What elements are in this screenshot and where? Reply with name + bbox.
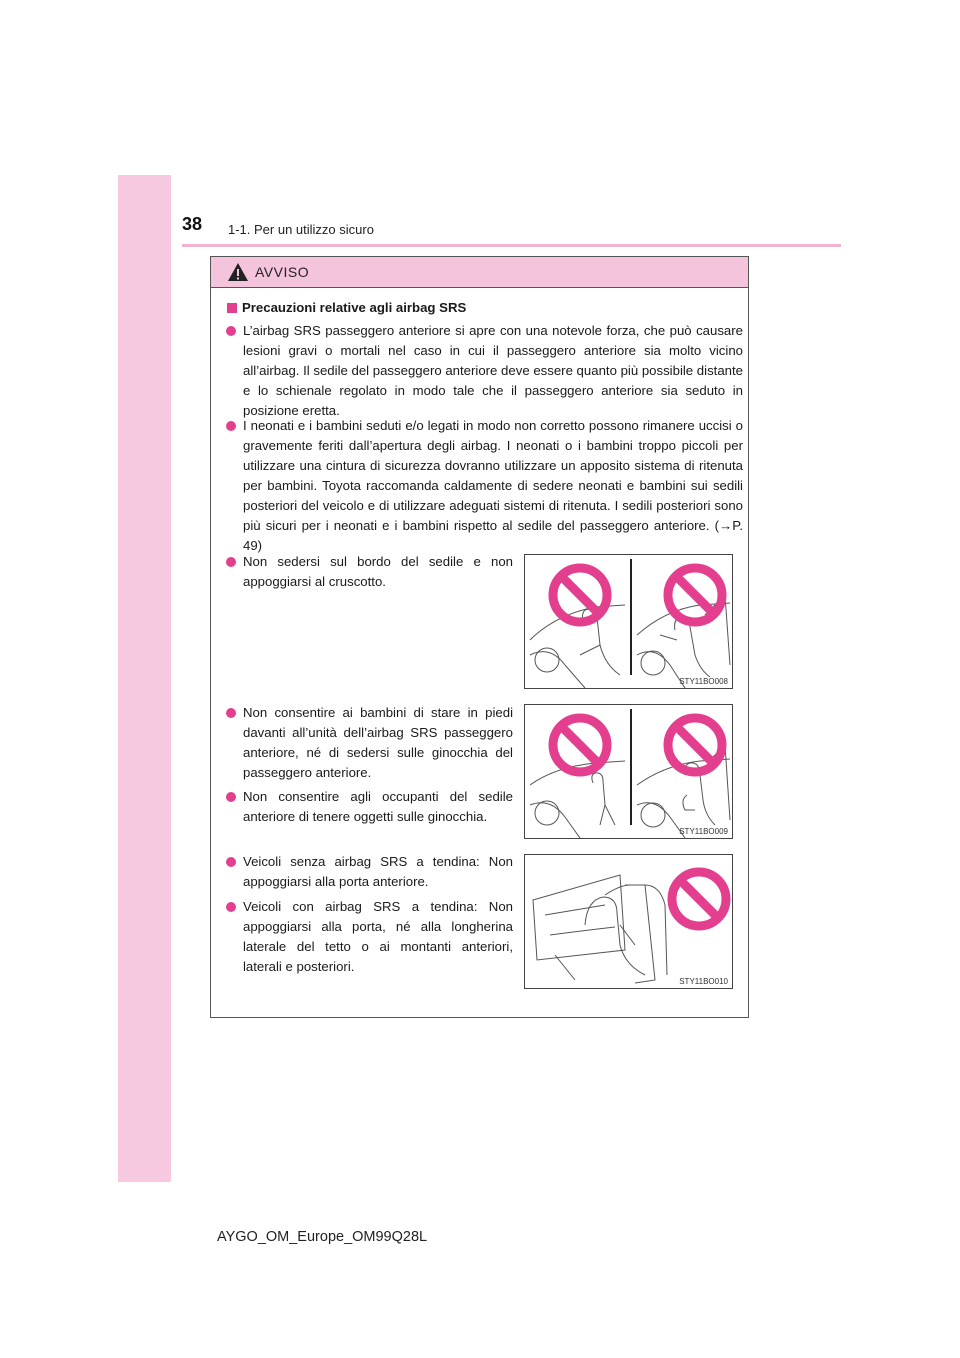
warning-heading — [227, 300, 466, 315]
bullet-item — [243, 787, 513, 827]
bullet-text: Veicoli senza airbag SRS a tendina: Non appoggiarsi alla porta anteriore. — [243, 854, 513, 889]
warning-heading-text: Precauzioni relative agli airbag SRS — [242, 300, 467, 315]
figure-code: STY11BO009 — [679, 827, 728, 836]
warning-header — [211, 257, 748, 288]
bullet-item — [243, 703, 513, 783]
bullet-dot-icon — [226, 857, 236, 867]
bullet-dot-icon — [226, 421, 236, 431]
prohibited-icon — [668, 568, 722, 622]
bullet-item — [243, 852, 513, 892]
prohibited-icon — [672, 872, 726, 926]
bullet-dot-icon — [226, 557, 236, 567]
bullet-item — [243, 416, 743, 556]
figure-seat-edge — [524, 554, 733, 689]
square-bullet-icon — [227, 303, 237, 313]
prohibited-icon — [553, 718, 607, 772]
bullet-text: Non sedersi sul bordo del sedile e non appoggiarsi al cruscotto. — [243, 554, 513, 589]
document-footer-id: AYGO_OM_Europe_OM99Q28L — [217, 1229, 428, 1245]
bullet-item — [243, 897, 513, 977]
bullet-text: Veicoli con airbag SRS a tendina: Non appoggiarsi alla porta, né alla longherina laterale del tetto o ai montanti anteriori, laterali e posteriori. — [243, 899, 513, 974]
warning-icon — [227, 262, 249, 282]
figure-code: STY11BO010 — [679, 977, 728, 986]
bullet-text: Non consentire agli occupanti del sedile anteriore di tenere oggetti sulle ginocchia. — [243, 789, 513, 824]
bullet-item — [243, 321, 743, 421]
bullet-item — [243, 552, 513, 592]
bullet-dot-icon — [226, 326, 236, 336]
bullet-dot-icon — [226, 792, 236, 802]
header-rule — [182, 244, 841, 247]
prohibited-icon — [553, 568, 607, 622]
section-title: 1-1. Per un utilizzo sicuro — [228, 222, 374, 237]
figure-door-lean — [524, 854, 733, 989]
bullet-text: Non consentire ai bambini di stare in piedi davanti all’unità dell’airbag SRS passeggero anteriore, né di sedersi sulle ginocchia del passeggero anteriore. — [243, 705, 513, 780]
side-thumb-band — [118, 175, 171, 1182]
bullet-text: L’airbag SRS passeggero anteriore si apre con una notevole forza, che può causare lesioni gravi o mortali nel caso in cui il passeggero anteriore sia molto vicino all’airbag. Il sedile del passeggero anteriore deve essere quanto più possibile distante e lo schienale regolato in modo tale che il passeggero anteriore sia seduto in posizione eretta. — [243, 323, 743, 418]
figure-child-standing — [524, 704, 733, 839]
bullet-text: I neonati e i bambini seduti e/o legati in modo non corretto possono rimanere uccisi o gravemente feriti dall’apertura degli airbag. I neonati o i bambini troppo piccoli per utilizzare una cintura di sicurezza dovranno utilizzare un apposito sistema di ritenuta per bambini. Toyota raccomanda caldamente di sedere neonati e bambini sui sedili posteriori del veicolo e di utilizzare adeguati sistemi di ritenuta. I sedili posteriori sono più sicuri per i neonati e i bambini rispetto al sedile del passeggero anteriore. (→P. 49) — [243, 418, 743, 553]
page-number: 38 — [182, 214, 203, 234]
figure-code: STY11BO008 — [679, 677, 728, 686]
bullet-dot-icon — [226, 708, 236, 718]
warning-label: AVVISO — [255, 264, 310, 280]
warning-box — [210, 256, 749, 1018]
bullet-dot-icon — [226, 902, 236, 912]
